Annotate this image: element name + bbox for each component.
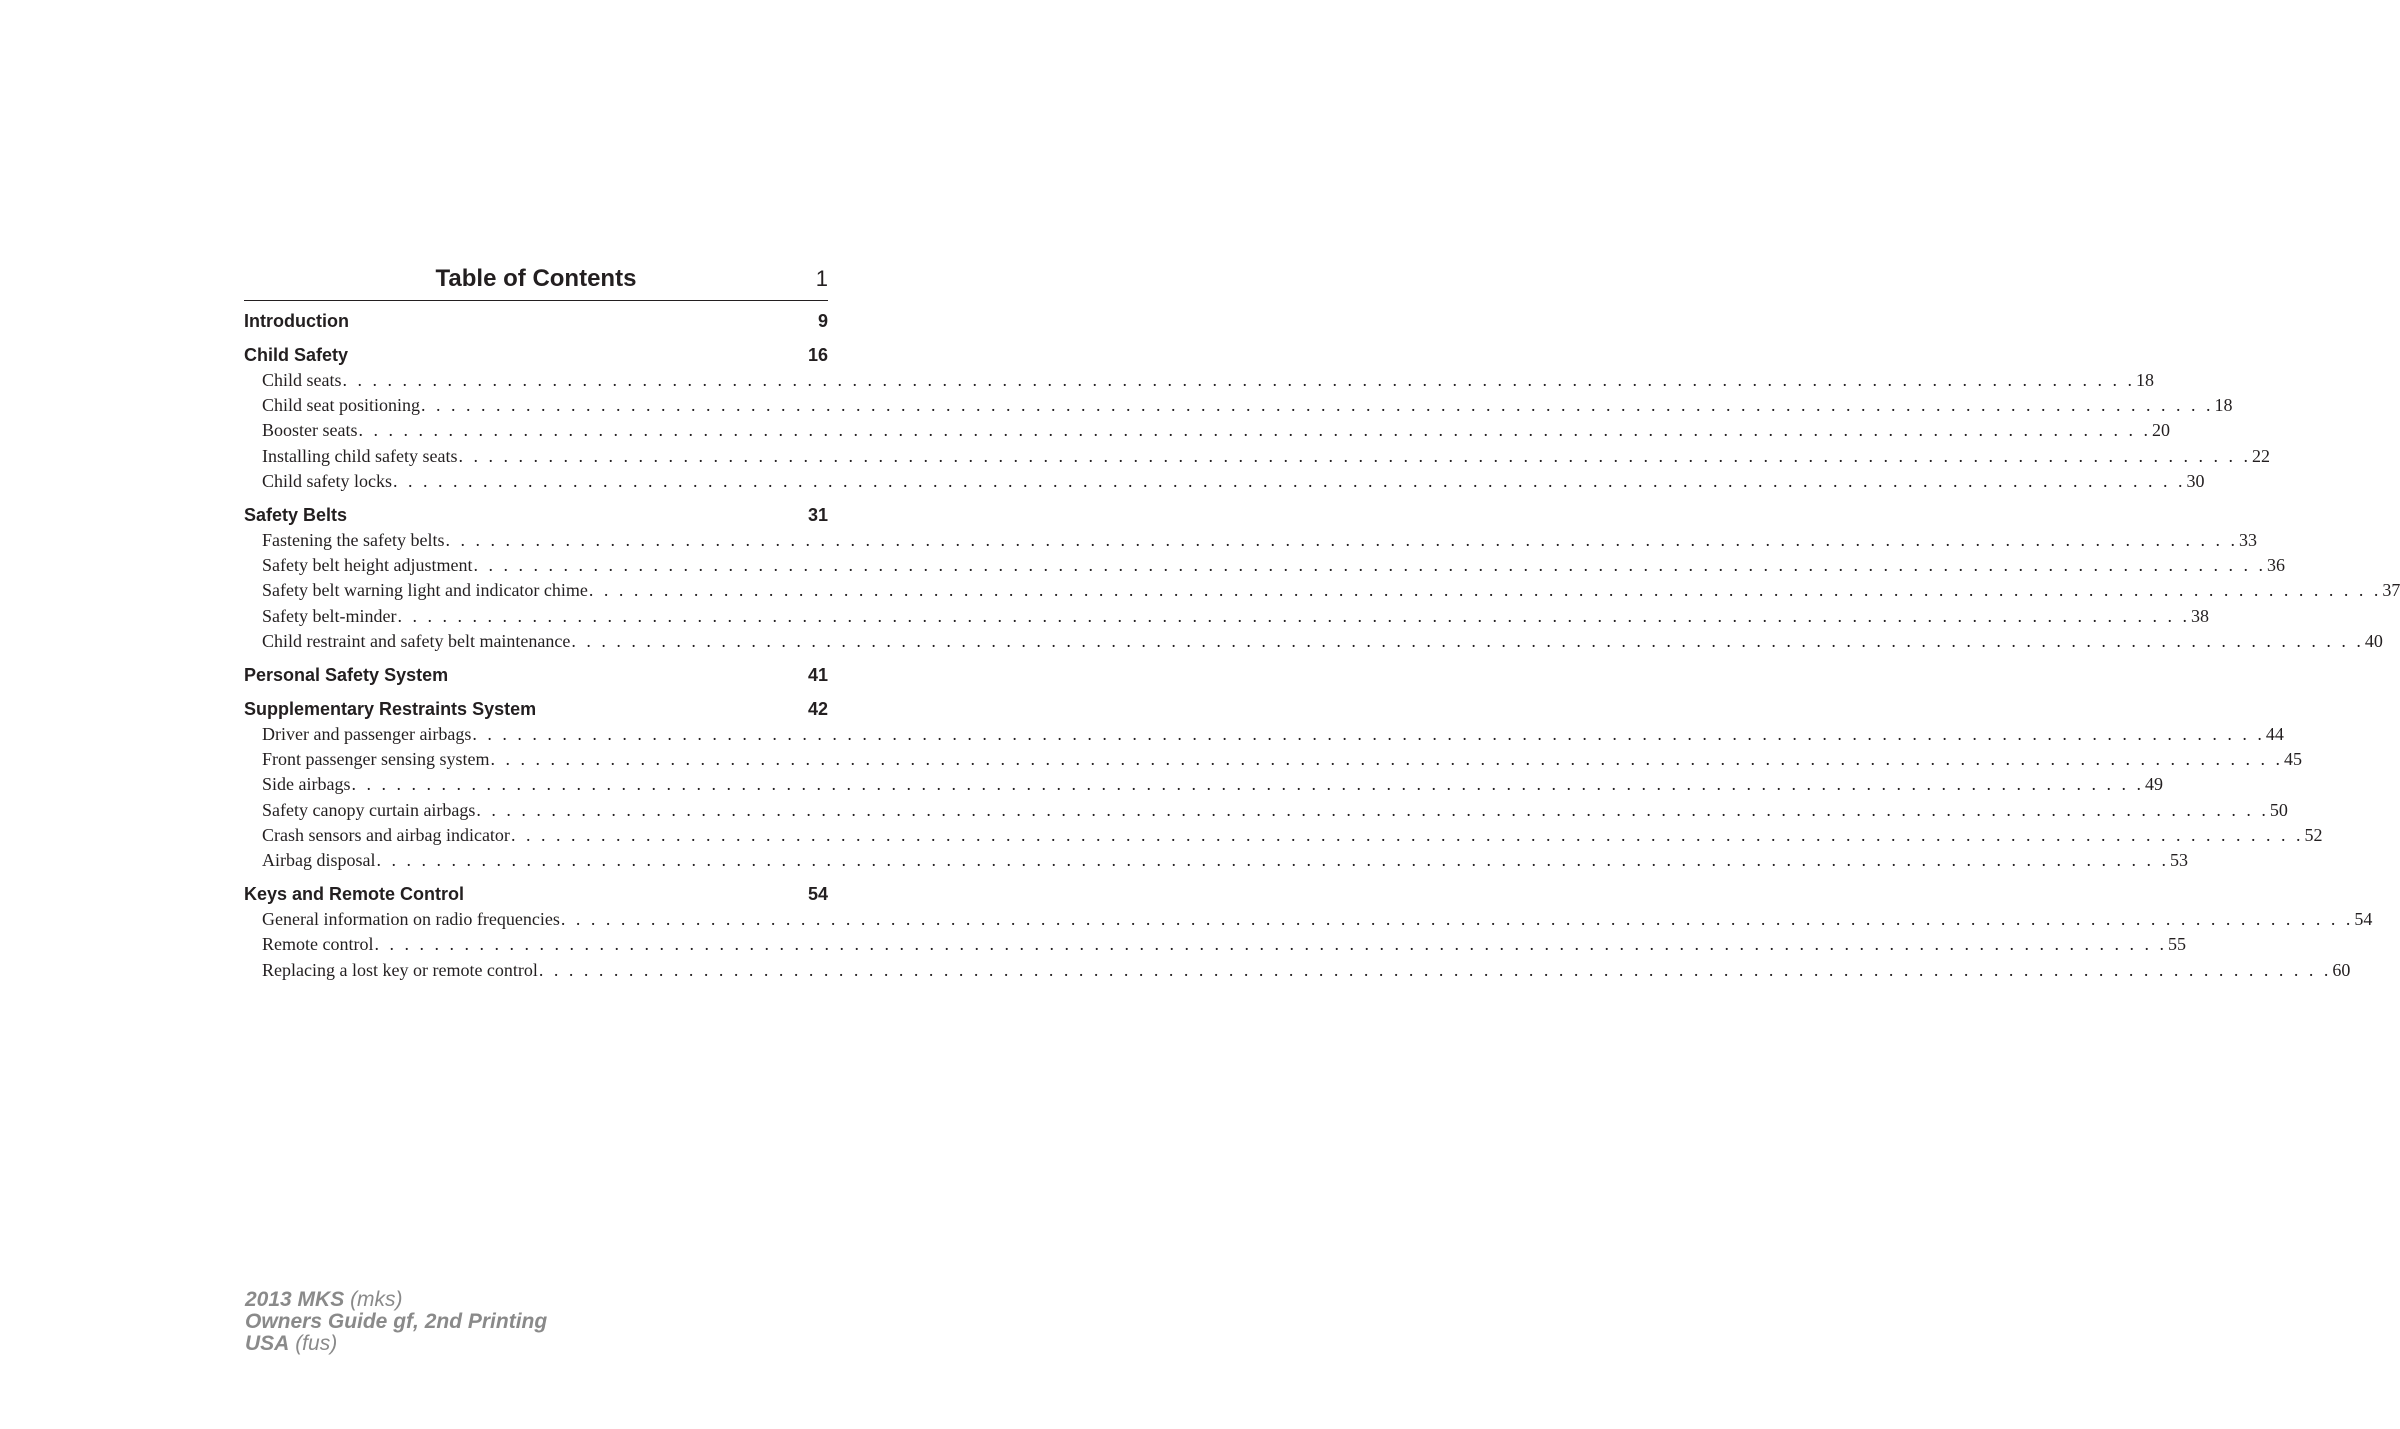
dot-leader: . . . . . . . . . . . . . . . . . . . . . . . . . . . . . . . . . . . . . . . . . . . . . . . . . . . . . . . . . . . . . . . . . . . . . . . . . . . . . . . . . . . . . . . . . . . . . . . . . . . . . . . . . . . . . . . . . . . . . . . . [351, 774, 2144, 795]
entry-title: Child safety locks [262, 470, 392, 491]
entry-title: Child seat positioning [262, 395, 421, 416]
dot-leader: . . . . . . . . . . . . . . . . . . . . . . . . . . . . . . . . . . . . . . . . . . . . . . . . . . . . . . . . . . . . . . . . . . . . . . . . . . . . . . . . . . . . . . . . . . . . . . . . . . . . . . . . . . . . . . . . . . . . . . . . [445, 530, 2238, 551]
toc-section-heading[interactable] [244, 503, 828, 528]
dot-leader: . . . . . . . . . . . . . . . . . . . . . . . . . . . . . . . . . . . . . . . . . . . . . . . . . . . . . . . . . . . . . . . . . . . . . . . . . . . . . . . . . . . . . . . . . . . . . . . . . . . . . . . . . . . . . . . . . . . . . . . . [472, 724, 2265, 745]
entry-page-number: 45 [2283, 749, 2302, 770]
entry-title: Crash sensors and airbag indicator [262, 824, 510, 845]
toc-entry[interactable] [244, 823, 2323, 848]
entry-title: Child seats [262, 370, 342, 390]
dot-leader: . . . . . . . . . . . . . . . . . . . . . . . . . . . . . . . . . . . . . . . . . . . . . . . . . . . . . . . . . . . . . . . . . . . . . . . . . . . . . . . . . . . . . . . . . . . . . . . . . . . . . . . . . . . . . . . . . . . . . . . . [397, 605, 2190, 626]
entry-page-number: 60 [2332, 959, 2351, 980]
entry-title: Remote control [262, 934, 374, 955]
entry-page-number: 37 [2382, 580, 2400, 601]
toc-entry[interactable] [244, 418, 2170, 443]
footer [245, 1289, 547, 1355]
dot-leader: . . . . . . . . . . . . . . . . . . . . . . . . . . . . . . . . . . . . . . . . . . . . . . . . . . . . . . . . . . . . . . . . . . . . . . . . . . . . . . . . . . . . . . . . . . . . . . . . . . . . . . . . . . . . . . . . . . . . . . . . [476, 799, 2269, 820]
toc-entry[interactable] [244, 629, 2383, 654]
toc-entry[interactable] [244, 469, 2205, 494]
entry-title: Front passenger sensing system [262, 749, 490, 770]
page-title: Table of Contents [435, 265, 637, 292]
entry-title: General information on radio frequencies [262, 909, 560, 930]
toc-section [244, 343, 2270, 494]
entry-title: Installing child safety seats [262, 445, 458, 466]
toc-entry[interactable] [244, 368, 2154, 393]
entry-page-number: 53 [2169, 850, 2188, 871]
footer-line-guide [245, 1311, 547, 1333]
entry-title: Safety belt warning light and indicator chime [262, 580, 588, 601]
footer-line-market [245, 1333, 547, 1355]
toc-entry[interactable] [244, 848, 2188, 873]
section-page-number: 42 [807, 699, 828, 720]
toc-entry[interactable] [244, 907, 2373, 932]
dot-leader: . . . . . . . . . . . . . . . . . . . . . . . . . . . . . . . . . . . . . . . . . . . . . . . . . . . . . . . . . . . . . . . . . . . . . . . . . . . . . . . . . . . . . . . . . . . . . . . . . . . . . . . . . . . . . . . . . . . . . . . . [473, 555, 2266, 576]
toc-section [244, 663, 828, 688]
entry-page-number: 50 [2269, 799, 2288, 820]
section-page-number: 9 [817, 311, 828, 331]
section-title: Safety Belts [244, 505, 348, 526]
dot-leader: . . . . . . . . . . . . . . . . . . . . . . . . . . . . . . . . . . . . . . . . . . . . . . . . . . . . . . . . . . . . . . . . . . . . . . . . . . . . . . . . . . . . . . . . . . . . . . . . . . . . . . . . . . . . . . . . . . . . . . . . [374, 934, 2167, 955]
footer-line-model [245, 1289, 547, 1311]
section-title: Personal Safety System [244, 665, 449, 686]
dot-leader: . . . . . . . . . . . . . . . . . . . . . . . . . . . . . . . . . . . . . . . . . . . . . . . . . . . . . . . . . . . . . . . . . . . . . . . . . . . . . . . . . . . . . . . . . . . . . . . . . . . . . . . . . . . . . . . . . . . . . . . . [571, 630, 2364, 651]
entry-page-number: 44 [2265, 724, 2284, 745]
section-page-number: 16 [807, 345, 828, 365]
toc-entry[interactable] [244, 528, 2257, 553]
entry-page-number: 33 [2238, 530, 2257, 551]
entry-title: Replacing a lost key or remote control [262, 959, 538, 980]
footer-model-code: (mks) [350, 1288, 403, 1311]
entry-page-number: 40 [2364, 630, 2383, 651]
entry-title: Side airbags [262, 774, 351, 795]
toc-entry[interactable] [244, 393, 2233, 418]
entry-title: Child restraint and safety belt maintenance [262, 630, 571, 651]
footer-market: USA [245, 1332, 290, 1355]
section-title: Keys and Remote Control [244, 884, 465, 905]
toc-entry[interactable] [244, 722, 2284, 747]
toc-section [244, 882, 2373, 983]
footer-model: 2013 MKS [245, 1288, 345, 1311]
entry-title: Safety belt height adjustment [262, 555, 473, 576]
dot-leader: . . . . . . . . . . . . . . . . . . . . . . . . . . . . . . . . . . . . . . . . . . . . . . . . . . . . . . . . . . . . . . . . . . . . . . . . . . . . . . . . . . . . . . . . . . . . . . . . . . . . . . . . . . . . . . . . . . . . . . . . [588, 580, 2382, 601]
section-page-number: 31 [807, 505, 828, 526]
toc-entry[interactable] [244, 444, 2270, 469]
page-number: 1 [815, 266, 828, 291]
entry-title: Fastening the safety belts [262, 530, 445, 551]
dot-leader: . . . . . . . . . . . . . . . . . . . . . . . . . . . . . . . . . . . . . . . . . . . . . . . . . . . . . . . . . . . . . . . . . . . . . . . . . . . . . . . . . . . . . . . . . . . . . . . . . . . . . . . . . . . . . . . . . . . . . . . . [490, 749, 2283, 770]
toc-entry[interactable] [244, 958, 2351, 983]
dot-leader: . . . . . . . . . . . . . . . . . . . . . . . . . . . . . . . . . . . . . . . . . . . . . . . . . . . . . . . . . . . . . . . . . . . . . . . . . . . . . . . . . . . . . . . . . . . . . . . . . . . . . . . . . . . . . . . . . . . . . . . . [376, 850, 2169, 871]
section-page-number: 41 [807, 665, 828, 686]
toc-entry[interactable] [244, 553, 2285, 578]
dot-leader: . . . . . . . . . . . . . . . . . . . . . . . . . . . . . . . . . . . . . . . . . . . . . . . . . . . . . . . . . . . . . . . . . . . . . . . . . . . . . . . . . . . . . . . . . . . . . . . . . . . . . . . . . . . . . . . . . . . . . . . . [421, 395, 2214, 416]
dot-leader: . . . . . . . . . . . . . . . . . . . . . . . . . . . . . . . . . . . . . . . . . . . . . . . . . . . . . . . . . . . . . . . . . . . . . . . . . . . . . . . . . . . . . . . . . . . . . . . . . . . . . . . . . . . . . . . . . . . . . . . . [510, 824, 2304, 845]
dot-leader: . . . . . . . . . . . . . . . . . . . . . . . . . . . . . . . . . . . . . . . . . . . . . . . . . . . . . . . . . . . . . . . . . . . . . . . . . . . . . . . . . . . . . . . . . . . . . . . . . . . . . . . . . . . . . . . . . . . . . . . . [358, 420, 2151, 441]
entry-title: Safety belt-minder [262, 605, 397, 626]
entry-page-number: 30 [2186, 470, 2205, 491]
toc-entry[interactable] [244, 578, 2400, 603]
toc-entry[interactable] [244, 772, 2163, 797]
dot-leader: . . . . . . . . . . . . . . . . . . . . . . . . . . . . . . . . . . . . . . . . . . . . . . . . . . . . . . . . . . . . . . . . . . . . . . . . . . . . . . . . . . . . . . . . . . . . . . . . . . . . . . . . . . . . . . . . . . . . . . . . [458, 445, 2251, 466]
toc-section-heading[interactable] [244, 882, 828, 907]
toc-section [244, 309, 828, 334]
toc-section [244, 503, 2400, 654]
entry-page-number: 36 [2266, 555, 2285, 576]
entry-title: Safety canopy curtain airbags [262, 799, 476, 820]
section-title: Supplementary Restraints System [244, 699, 537, 720]
footer-guide: Owners Guide gf, 2nd Printing [245, 1310, 548, 1333]
entry-page-number: 54 [2354, 909, 2373, 930]
dot-leader: . . . . . . . . . . . . . . . . . . . . . . . . . . . . . . . . . . . . . . . . . . . . . . . . . . . . . . . . . . . . . . . . . . . . . . . . . . . . . . . . . . . . . . . . . . . . . . . . . . . . . . . . . . . . . . . . . . . . . . . . [342, 370, 2135, 390]
entry-title: Driver and passenger airbags [262, 724, 472, 745]
toc-section [244, 697, 2323, 873]
dot-leader: . . . . . . . . . . . . . . . . . . . . . . . . . . . . . . . . . . . . . . . . . . . . . . . . . . . . . . . . . . . . . . . . . . . . . . . . . . . . . . . . . . . . . . . . . . . . . . . . . . . . . . . . . . . . . . . . . . . . . . . . [560, 909, 2354, 930]
toc-entry[interactable] [244, 604, 2209, 629]
footer-market-code: (fus) [295, 1332, 338, 1355]
toc-section-heading[interactable] [244, 697, 828, 722]
entry-page-number: 52 [2304, 824, 2323, 845]
entry-page-number: 22 [2251, 445, 2270, 466]
toc-section-heading[interactable] [244, 663, 828, 688]
entry-page-number: 18 [2214, 395, 2233, 416]
entry-title: Booster seats [262, 420, 358, 441]
entry-title: Airbag disposal [262, 850, 376, 871]
table-of-contents [244, 309, 2400, 992]
entry-page-number: 38 [2190, 605, 2209, 626]
dot-leader: . . . . . . . . . . . . . . . . . . . . . . . . . . . . . . . . . . . . . . . . . . . . . . . . . . . . . . . . . . . . . . . . . . . . . . . . . . . . . . . . . . . . . . . . . . . . . . . . . . . . . . . . . . . . . . . . . . . . . . . . [392, 470, 2186, 491]
section-title: Child Safety [244, 345, 349, 365]
section-title: Introduction [244, 311, 349, 331]
section-page-number: 54 [807, 884, 828, 905]
entry-page-number: 20 [2151, 420, 2170, 441]
entry-page-number: 55 [2167, 934, 2186, 955]
dot-leader: . . . . . . . . . . . . . . . . . . . . . . . . . . . . . . . . . . . . . . . . . . . . . . . . . . . . . . . . . . . . . . . . . . . . . . . . . . . . . . . . . . . . . . . . . . . . . . . . . . . . . . . . . . . . . . . . . . . . . . . . [538, 959, 2332, 980]
entry-page-number: 49 [2144, 774, 2163, 795]
page-header [244, 262, 828, 301]
toc-entry[interactable] [244, 798, 2288, 823]
toc-entry[interactable] [244, 932, 2186, 957]
toc-section-heading[interactable] [244, 309, 828, 334]
toc-entry[interactable] [244, 747, 2302, 772]
toc-section-heading[interactable] [244, 343, 828, 368]
entry-page-number: 18 [2136, 370, 2154, 390]
